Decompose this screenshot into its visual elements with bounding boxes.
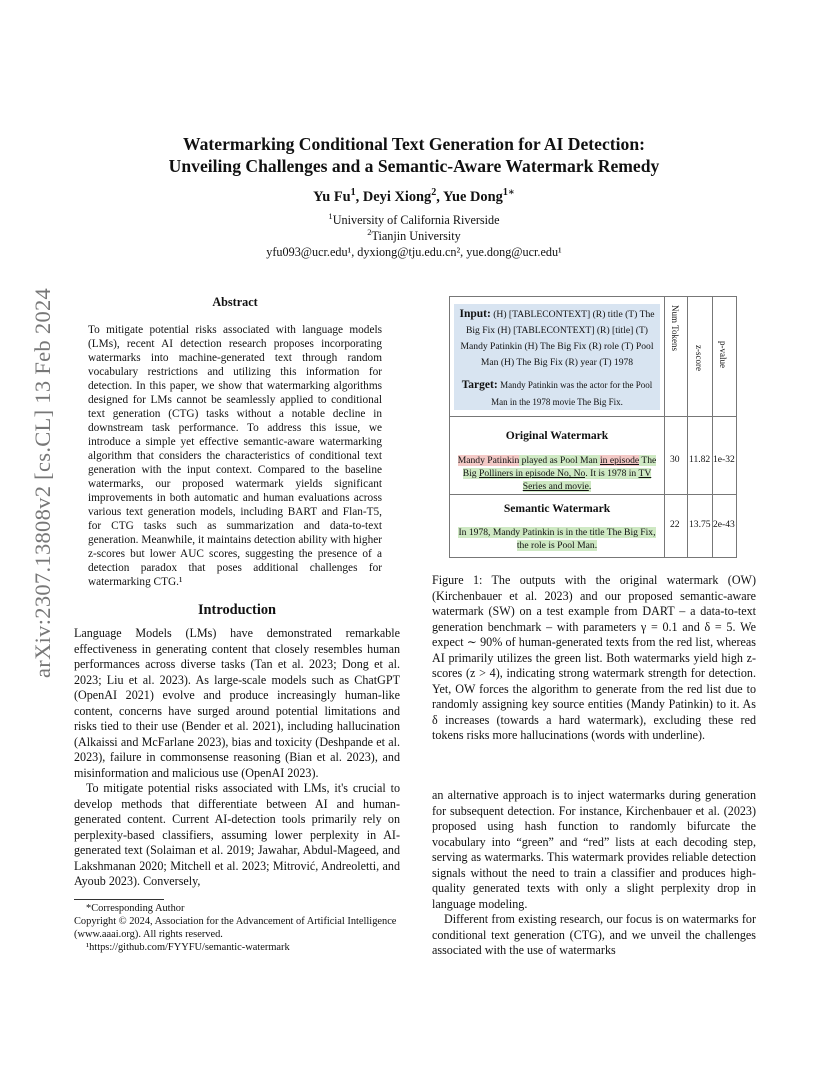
footnote-rule	[74, 899, 164, 900]
arxiv-identifier: arXiv:2307.13808v2 [cs.CL] 13 Feb 2024	[30, 287, 55, 678]
author-name: Yu Fu	[313, 189, 351, 205]
paper-title	[60, 133, 768, 177]
abstract-heading: Abstract	[212, 295, 258, 309]
sw-num-tokens: 22	[670, 519, 680, 530]
sw-z-score: 13.75	[689, 519, 711, 530]
input-target-box	[454, 304, 660, 410]
introduction-heading: Introduction	[197, 602, 277, 618]
figure-1	[449, 296, 737, 558]
footnotes	[74, 902, 400, 954]
title-line-2: Unveiling Challenges and a Semantic-Aware Watermark Remedy	[168, 156, 660, 176]
semantic-watermark-output: In 1978, Mandy Patinkin is in the title The Big Fix, the role is Pool Man.	[458, 527, 656, 551]
input-text: (H) [TABLECONTEXT] (R) title (T) The Big Fix (H) [TABLECONTEXT] (R) [title] (T) Mandy Patinkin (H) The Big Fix (R) role (T) Pool Man (H) The Big Fix (R) year (T) 1978	[460, 309, 655, 368]
ow-p-value: 1e-32	[713, 454, 735, 465]
semantic-watermark-title: Semantic Watermark	[503, 502, 611, 515]
footnote-corresponding: *Corresponding Author	[86, 903, 185, 914]
right-paragraph-1: an alternative approach is to inject watermarks during generation for subsequent detection. For instance, Kirchenbauer et al. (2023) proposed using hash function to randomly bifurcate the vocabulary into “green” and “red” lists at each decoding step, serving as watermarks. This watermark provides reliable detection signals without the need to train a classifier and produces high-quality generated texts with only a slight perplexity drop in language modeling.	[432, 788, 756, 911]
author-emails: yfu093@ucr.edu¹, dyxiong@tju.edu.cn², yue.dong@ucr.edu¹	[266, 245, 562, 259]
col-header-p-value: p-value	[718, 341, 728, 368]
intro-paragraph-1: Language Models (LMs) have demonstrated remarkable effectiveness in generating content that closely resembles human performances across diverse tasks (Tan et al. 2023; Dong et al. 2023; Liu et al. 2023). As large-scale models such as ChatGPT (OpenAI 2021) evolve and produce increasingly human-like content, concerns have surged around potential limitations and risks tied to their use (Bender et al. 2021), including hallucination (Alkaissi and McFarlane 2023), bias and toxicity (Deshpande et al. 2023), failure in commonsense reasoning (Bian et al. 2023), and misinformation and malicious use (OpenAI 2023).	[74, 626, 400, 780]
footnote-copyright: Copyright © 2024, Association for the Advancement of Artificial Intelligence (www.aaai.org). All rights reserved.	[74, 916, 397, 940]
footnote-github: ¹https://github.com/FYYFU/semantic-watermark	[86, 942, 290, 953]
author-affil-mark: 1∗	[502, 187, 515, 199]
introduction-body	[74, 626, 400, 890]
figure-1-caption: Figure 1: The outputs with the original watermark (OW) (Kirchenbauer et al. 2023) and our proposed semantic-aware watermark (SW) on a test example from DART – a data-to-text generation benchmark – with parameters γ = 0.1 and δ = 5. We expect ∼ 90% of human-generated texts from the red list, whereas AI primarily utilizes the green list. Both watermarks yield high z-scores (z > 4), indicating strong watermark strength for detection. Yet, OW forces the algorithm to generate from the red list due to randomly assigning key source entities (Mandy Patinkin) to it. As δ increases (towards a hard watermark), excluding these red tokens risks more hallucinations (words with underline).	[432, 573, 756, 742]
ow-num-tokens: 30	[670, 454, 680, 465]
author-name: Deyi Xiong	[362, 189, 432, 205]
affiliation-2: $^2$Tianjin University	[367, 226, 461, 243]
abstract-text: To mitigate potential risks associated with language models (LMs), recent AI detection research proposes incorporating watermarks into machine-generated text through random vocabulary restrictions and utilizing this information for detection. In this paper, we show that watermarking algorithms designed for LMs cannot be seamlessly applied to conditional text generation (CTG) tasks without a notable decline in downstream task performance. To address this issue, we introduce a simple yet effective semantic-aware watermarking algorithm that considers the characteristics of conditional text generation with the input context. Compared to the baseline watermarks, our proposed watermark yields significant improvements in both automatic and human evaluations across various text generation models, including BART and Flan-T5, for CTG tasks such as summarization and data-to-text generation. Meanwhile, it maintains detection ability with higher z-scores but lower AUC scores, suggesting the presence of a detection paradox that poses additional challenges for watermarking CTG.¹	[88, 324, 382, 588]
sw-p-value: 2e-43	[713, 519, 735, 530]
author-affil-mark: 2	[431, 187, 437, 199]
original-watermark-output: Mandy Patinkin played as Pool Man in episode The Big Polliners in episode No, No. It is 1978 in TV Series and movie.	[457, 455, 657, 492]
affiliation-1: $^1$University of California Riverside	[328, 210, 500, 227]
author-name: Yue Dong	[442, 189, 503, 205]
right-column-body	[432, 788, 756, 959]
original-watermark-title: Original Watermark	[505, 429, 609, 442]
target-label: Target:	[461, 379, 498, 391]
author-affil-mark: 1	[350, 187, 356, 199]
author-list: Yu Fu$^1$, Deyi Xiong$^2$, Yue Dong$^{1∗}$	[313, 187, 515, 205]
col-header-num-tokens: Num Tokens	[670, 305, 680, 351]
target-text: Mandy Patinkin was the actor for the Pool Man in the 1978 movie The Big Fix.	[491, 380, 653, 407]
intro-paragraph-2: To mitigate potential risks associated with LMs, it's crucial to develop methods that differentiate between AI and human-generated content. Current AI-detection tools primarily rely on perplexity-based classifiers, assuming lower perplexity in AI-generated text (Solaiman et al. 2019; Jawahar, Abdul-Mageed, and Lakshmanan 2020; Mitchell et al. 2023; Mitrović, Andreoletti, and Ayoub 2023). Conversely,	[74, 781, 400, 888]
col-header-z-score: z-score	[694, 345, 704, 371]
right-paragraph-2: Different from existing research, our focus is on watermarks for conditional text generation (CTG), and we unveil the challenges associated with the use of watermarks	[432, 912, 756, 957]
ow-z-score: 11.82	[689, 454, 711, 465]
title-line-1: Watermarking Conditional Text Generation for AI Detection:	[183, 134, 645, 154]
input-label: Input:	[459, 308, 491, 320]
